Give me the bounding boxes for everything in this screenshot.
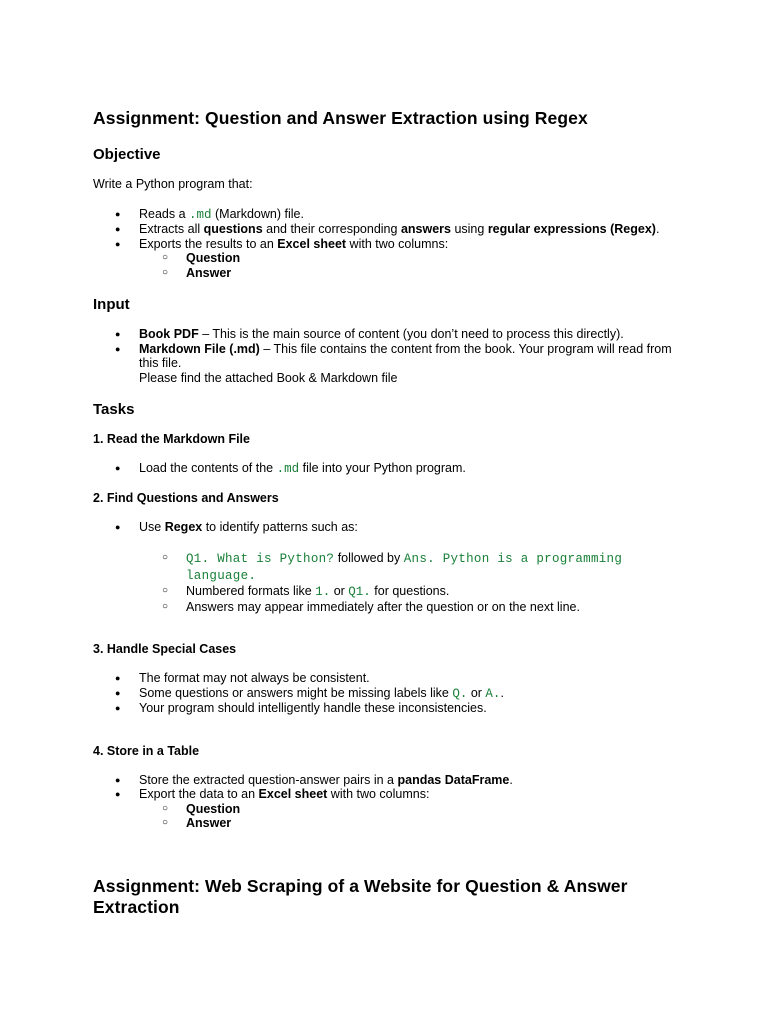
sublist xyxy=(139,550,678,614)
list-item: ○ Question xyxy=(93,251,678,266)
inline-code: A. xyxy=(485,686,501,701)
input-list xyxy=(93,327,678,385)
task-2-heading: 2. Find Questions and Answers xyxy=(93,490,279,505)
list-item: ● Some questions or answers might be missing labels like Q. or A.. xyxy=(93,686,678,702)
assignment-2-title: Assignment: Web Scraping of a Website for Question & Answer Extraction xyxy=(93,875,628,917)
task-2-list xyxy=(93,520,678,615)
inline-code: .md xyxy=(276,462,300,476)
inline-code: Q. xyxy=(452,686,468,701)
document-page xyxy=(93,108,678,918)
list-item: ● The format may not always be consistent. xyxy=(93,671,678,686)
inline-code: Q1. What is Python? xyxy=(186,552,335,566)
list-item: ○ Answer xyxy=(93,816,678,831)
sublist xyxy=(139,251,678,280)
list-item: ● Markdown File (.md) – This file contains the content from the book. Your program will read from this file. Please find the attached Book & Markdown file xyxy=(93,342,678,386)
task-4-heading: 4. Store in a Table xyxy=(93,743,200,758)
objective-heading: Objective xyxy=(93,146,161,163)
list-item: ● Book PDF – This is the main source of content (you don’t need to process this directly). xyxy=(93,327,678,342)
list-item: ● Load the contents of the .md file into your Python program. xyxy=(93,461,678,477)
inline-code: Ans. Python is a programming language. xyxy=(186,552,623,583)
inline-code: 1. xyxy=(315,585,331,599)
list-item: ● Export the data to an Excel sheet with two columns: ○ Question ○ Answer xyxy=(93,787,678,831)
sublist xyxy=(139,802,678,831)
task-3-heading: 3. Handle Special Cases xyxy=(93,642,237,656)
assignment-title: Assignment: Question and Answer Extraction using Regex xyxy=(93,108,588,128)
list-item: ○ Question xyxy=(93,802,678,817)
list-item: ○ Numbered formats like 1. or Q1. for questions. xyxy=(93,584,678,600)
inline-code: .md xyxy=(189,207,212,222)
task-4-list xyxy=(93,773,678,831)
list-item: ● Use Regex to identify patterns such as: ○ Q1. What is Python? followed by Ans. Python is a programming language. ○ Numbered formats like 1. or Q1. for questions. ○ Answers may appear immediately after the question or on the next line. xyxy=(93,520,678,615)
list-item: ○ Answers may appear immediately after the question or on the next line. xyxy=(93,600,678,615)
list-item: ● Extracts all questions and their corresponding answers using regular expressions (Regex). xyxy=(93,222,678,237)
list-item: ● Your program should intelligently handle these inconsistencies. xyxy=(93,701,678,716)
task-1-heading: 1. Read the Markdown File xyxy=(93,432,250,446)
list-item: ○ Q1. What is Python? followed by Ans. Python is a programming language. xyxy=(93,550,678,584)
task-3-list xyxy=(93,671,678,716)
input-heading: Input xyxy=(93,296,130,313)
list-item: ● Reads a .md (Markdown) file. xyxy=(93,207,678,223)
inline-code: Q1. xyxy=(348,585,371,599)
list-item: ● Exports the results to an Excel sheet with two columns: ○ Question ○ Answer xyxy=(93,237,678,281)
objective-list xyxy=(93,207,678,281)
objective-intro: Write a Python program that: xyxy=(93,177,253,191)
list-item: ● Store the extracted question-answer pairs in a pandas DataFrame. xyxy=(93,773,678,788)
list-item: ○ Answer xyxy=(93,266,678,281)
task-1-list xyxy=(93,461,678,477)
tasks-heading: Tasks xyxy=(93,401,135,418)
